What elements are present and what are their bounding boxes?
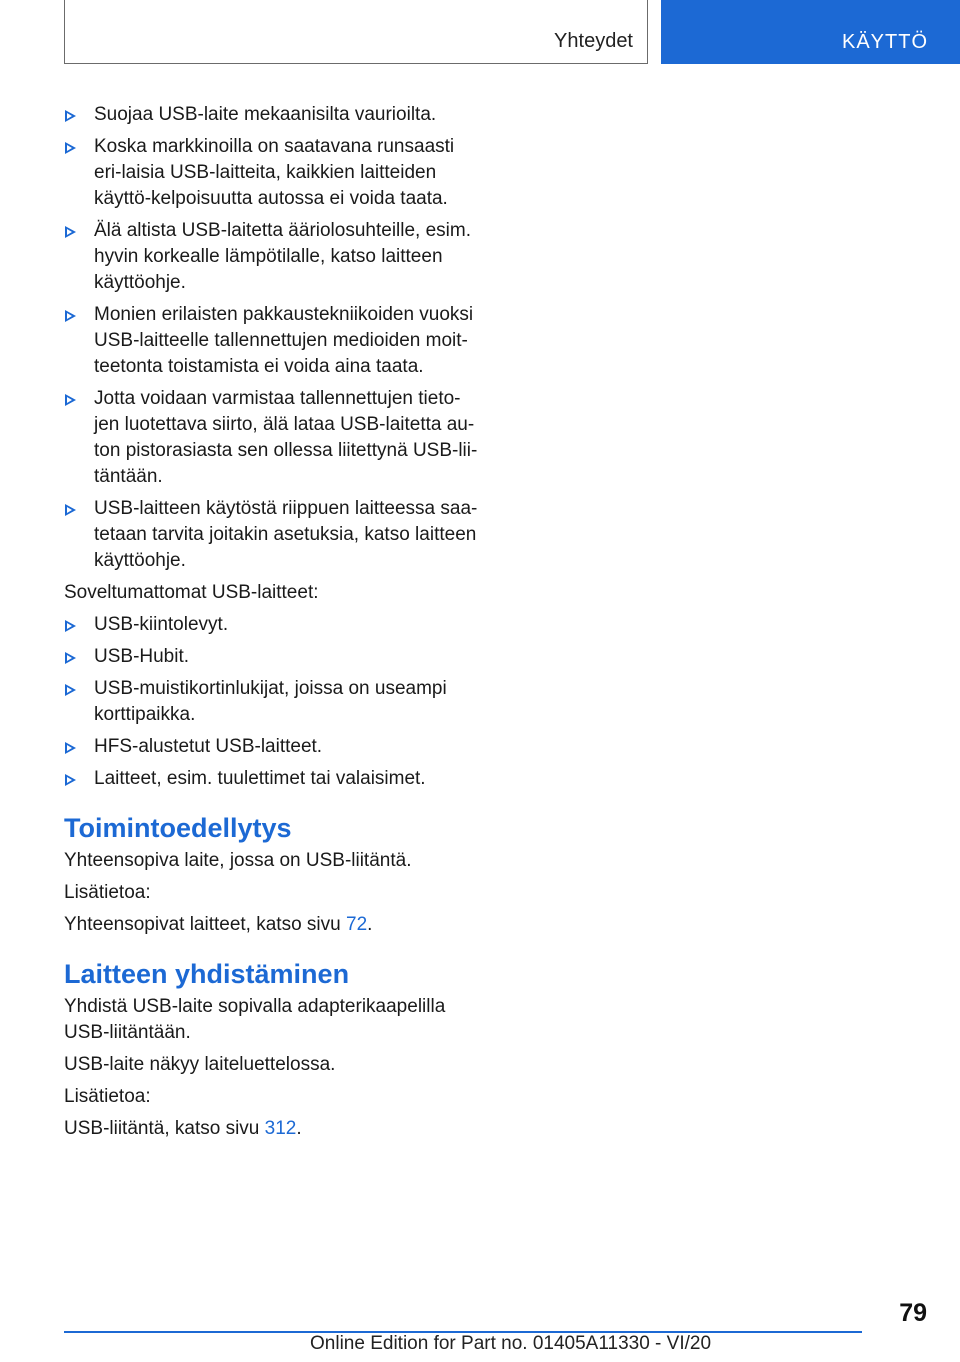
header-chapter-box bbox=[661, 0, 960, 64]
paragraph: Lisätietoa: bbox=[64, 882, 151, 903]
header-section-title: Yhteydet bbox=[554, 30, 633, 52]
page-link-312[interactable]: 312 bbox=[264, 1118, 297, 1139]
list-item: Jotta voidaan varmistaa tallennettujen tieto-jen luotettava siirto, älä lataa USB-laitetta au-ton pistorasiasta sen ollessa liitettynä USB-lii-täntään. bbox=[64, 386, 484, 490]
list-item: Koska markkinoilla on saatavana runsaasti eri-laisia USB-laitteita, kaikkien laitteiden käyttö-kelpoisuutta autossa ei voida taata. bbox=[64, 134, 484, 212]
list-item: USB-Hubit. bbox=[64, 644, 484, 670]
triangle-bullet-icon bbox=[65, 684, 76, 696]
triangle-bullet-icon bbox=[65, 142, 76, 154]
paragraph: USB-laite näkyy laiteluettelossa. bbox=[64, 1054, 336, 1075]
triangle-bullet-icon bbox=[65, 742, 76, 754]
triangle-bullet-icon bbox=[65, 226, 76, 238]
unsuitable-intro: Soveltumattomat USB-laitteet: bbox=[64, 582, 319, 603]
list-item: Älä altista USB-laitetta ääriolosuhteille, esim. hyvin korkealle lämpötilalle, katso laitteen käyttöohje. bbox=[64, 218, 484, 296]
header-section-box bbox=[64, 0, 648, 64]
paragraph-with-link: Yhteensopivat laitteet, katso sivu 72. bbox=[64, 914, 373, 935]
bullet-list-usage bbox=[64, 102, 484, 574]
page-link-72[interactable]: 72 bbox=[346, 914, 368, 935]
bullet-list-unsuitable bbox=[64, 612, 484, 792]
triangle-bullet-icon bbox=[65, 504, 76, 516]
triangle-bullet-icon bbox=[65, 394, 76, 406]
footer-edition: Online Edition for Part no. 01405A11330 - VI/20 bbox=[310, 1333, 712, 1354]
triangle-bullet-icon bbox=[65, 310, 76, 322]
paragraph: Lisätietoa: bbox=[64, 1086, 151, 1107]
triangle-bullet-icon bbox=[65, 652, 76, 664]
paragraph-with-link: USB-liitäntä, katso sivu 312. bbox=[64, 1118, 302, 1139]
page-number: 79 bbox=[899, 1299, 927, 1327]
list-item: Suojaa USB-laite mekaanisilta vaurioilta. bbox=[64, 102, 484, 128]
list-item: Laitteet, esim. tuulettimet tai valaisimet. bbox=[64, 766, 484, 792]
list-item: USB-muistikortinlukijat, joissa on useampi korttipaikka. bbox=[64, 676, 484, 728]
triangle-bullet-icon bbox=[65, 110, 76, 122]
section-heading-requirements: Toimintoedellytys bbox=[64, 813, 292, 843]
paragraph: Yhdistä USB-laite sopivalla adapterikaapelilla USB-liitäntään. bbox=[64, 996, 446, 1043]
list-item: USB-laitteen käytöstä riippuen laitteessa saa-tetaan tarvita joitakin asetuksia, katso laitteen käyttöohje. bbox=[64, 496, 484, 574]
triangle-bullet-icon bbox=[65, 774, 76, 786]
section-heading-connecting: Laitteen yhdistäminen bbox=[64, 959, 350, 989]
header-chapter-title: KÄYTTÖ bbox=[841, 31, 928, 53]
list-item: USB-kiintolevyt. bbox=[64, 612, 484, 638]
list-item: HFS-alustetut USB-laitteet. bbox=[64, 734, 484, 760]
paragraph: Yhteensopiva laite, jossa on USB-liitäntä. bbox=[64, 850, 412, 871]
page-content bbox=[64, 102, 484, 1148]
list-item: Monien erilaisten pakkaustekniikoiden vuoksi USB-laitteelle tallennettujen medioiden moit-teetonta toistamista ei voida aina taata. bbox=[64, 302, 484, 380]
triangle-bullet-icon bbox=[65, 620, 76, 632]
